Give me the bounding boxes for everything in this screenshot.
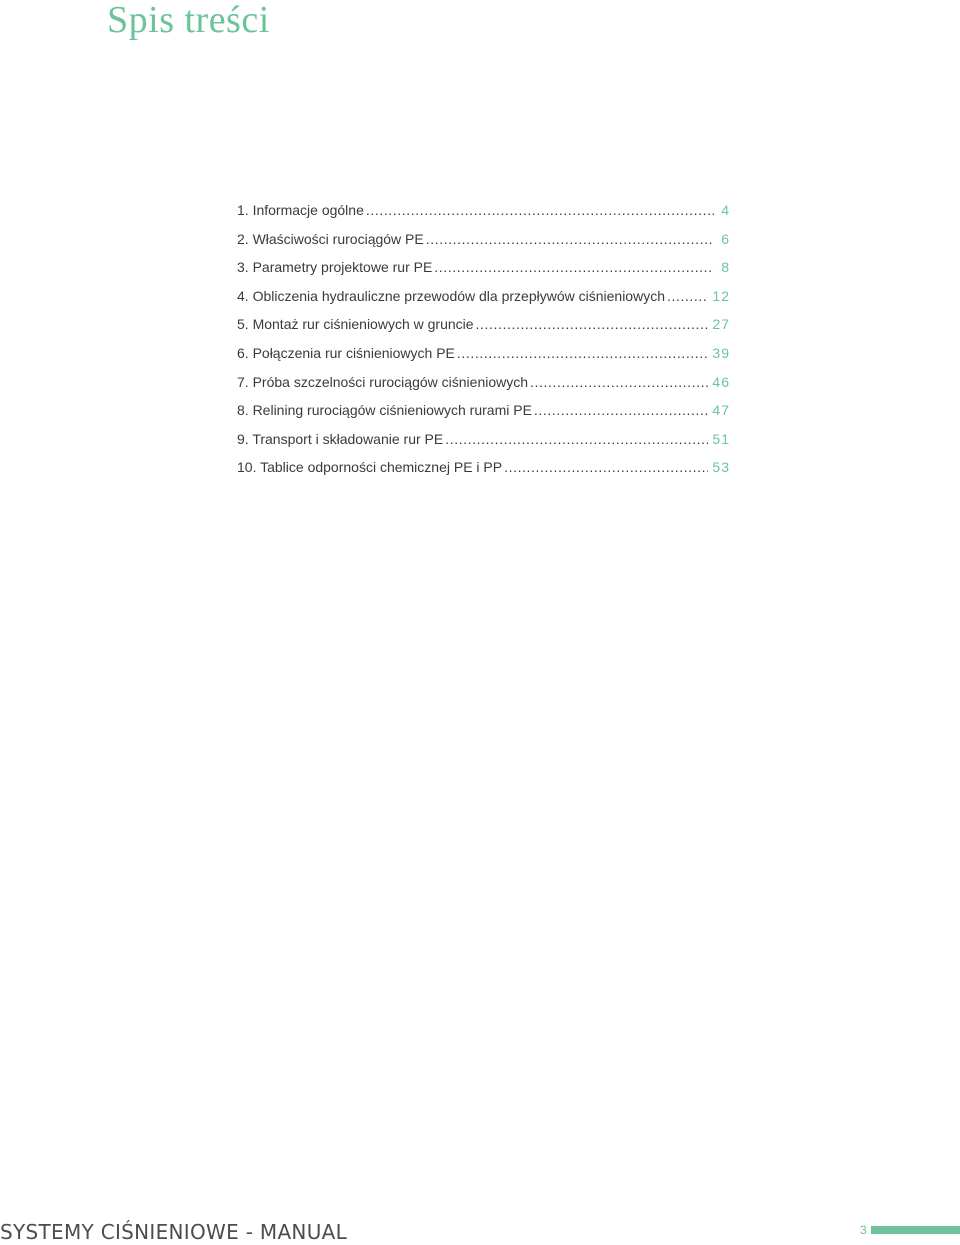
footer-page-number: 3 [860, 1223, 867, 1237]
toc-entry-label: 2. Właściwości rurociągów PE [237, 230, 424, 247]
toc-entry-page: 8 [721, 259, 730, 276]
toc-entry-5[interactable] [237, 316, 730, 345]
toc-dot-leader [445, 431, 708, 447]
toc-entry-label: 8. Relining rurociągów ciśnieniowych rurami PE [237, 402, 532, 419]
toc-entry-8[interactable] [237, 402, 730, 431]
toc-dot-leader [366, 202, 714, 218]
toc-entry-page: 27 [712, 316, 730, 333]
toc-dot-leader [534, 402, 709, 418]
toc-entry-label: 3. Parametry projektowe rur PE [237, 259, 433, 276]
footer-accent-bar [871, 1226, 960, 1234]
toc-entry-page: 51 [712, 430, 730, 447]
toc-entry-label: 4. Obliczenia hydrauliczne przewodów dla przepływów ciśnieniowych [237, 287, 665, 304]
toc-entry-label: 1. Informacje ogólne [237, 202, 364, 218]
toc-entry-1[interactable] [237, 202, 730, 231]
toc-entry-page: 4 [721, 202, 730, 218]
toc-entry-7[interactable] [237, 374, 730, 403]
toc-entry-page: 47 [712, 402, 730, 419]
toc-dot-leader [476, 316, 709, 332]
toc-entry-2[interactable] [237, 231, 730, 260]
toc-entry-page: 46 [712, 373, 730, 390]
toc-dot-leader [457, 345, 709, 361]
toc-entry-10[interactable] [237, 459, 730, 488]
toc-dot-leader [667, 288, 708, 304]
toc-entry-6[interactable] [237, 345, 730, 374]
toc-entry-label: 10. Tablice odporności chemicznej PE i PP [237, 459, 503, 476]
toc-entry-page: 6 [721, 230, 730, 247]
toc-entry-page: 39 [712, 344, 730, 361]
toc-entry-label: 5. Montaż rur ciśnieniowych w gruncie [237, 316, 474, 333]
toc-dot-leader [426, 231, 714, 247]
toc-dot-leader [530, 374, 708, 390]
toc-entry-page: 12 [712, 287, 730, 304]
toc-dot-leader [434, 259, 714, 275]
page-title: Spis treści [107, 0, 270, 41]
toc-entry-9[interactable] [237, 431, 730, 460]
toc-entry-label: 7. Próba szczelności rurociągów ciśnieniowych [237, 373, 529, 390]
table-of-contents [237, 202, 730, 488]
toc-entry-3[interactable] [237, 259, 730, 288]
toc-entry-label: 6. Połączenia rur ciśnieniowych PE [237, 344, 455, 361]
toc-entry-page: 53 [712, 459, 730, 476]
toc-entry-label: 9. Transport i składowanie rur PE [237, 430, 444, 447]
toc-entry-4[interactable] [237, 288, 730, 317]
toc-dot-leader [504, 459, 708, 475]
footer-title: SYSTEMY CIŚNIENIOWE - MANUAL [0, 1220, 348, 1244]
